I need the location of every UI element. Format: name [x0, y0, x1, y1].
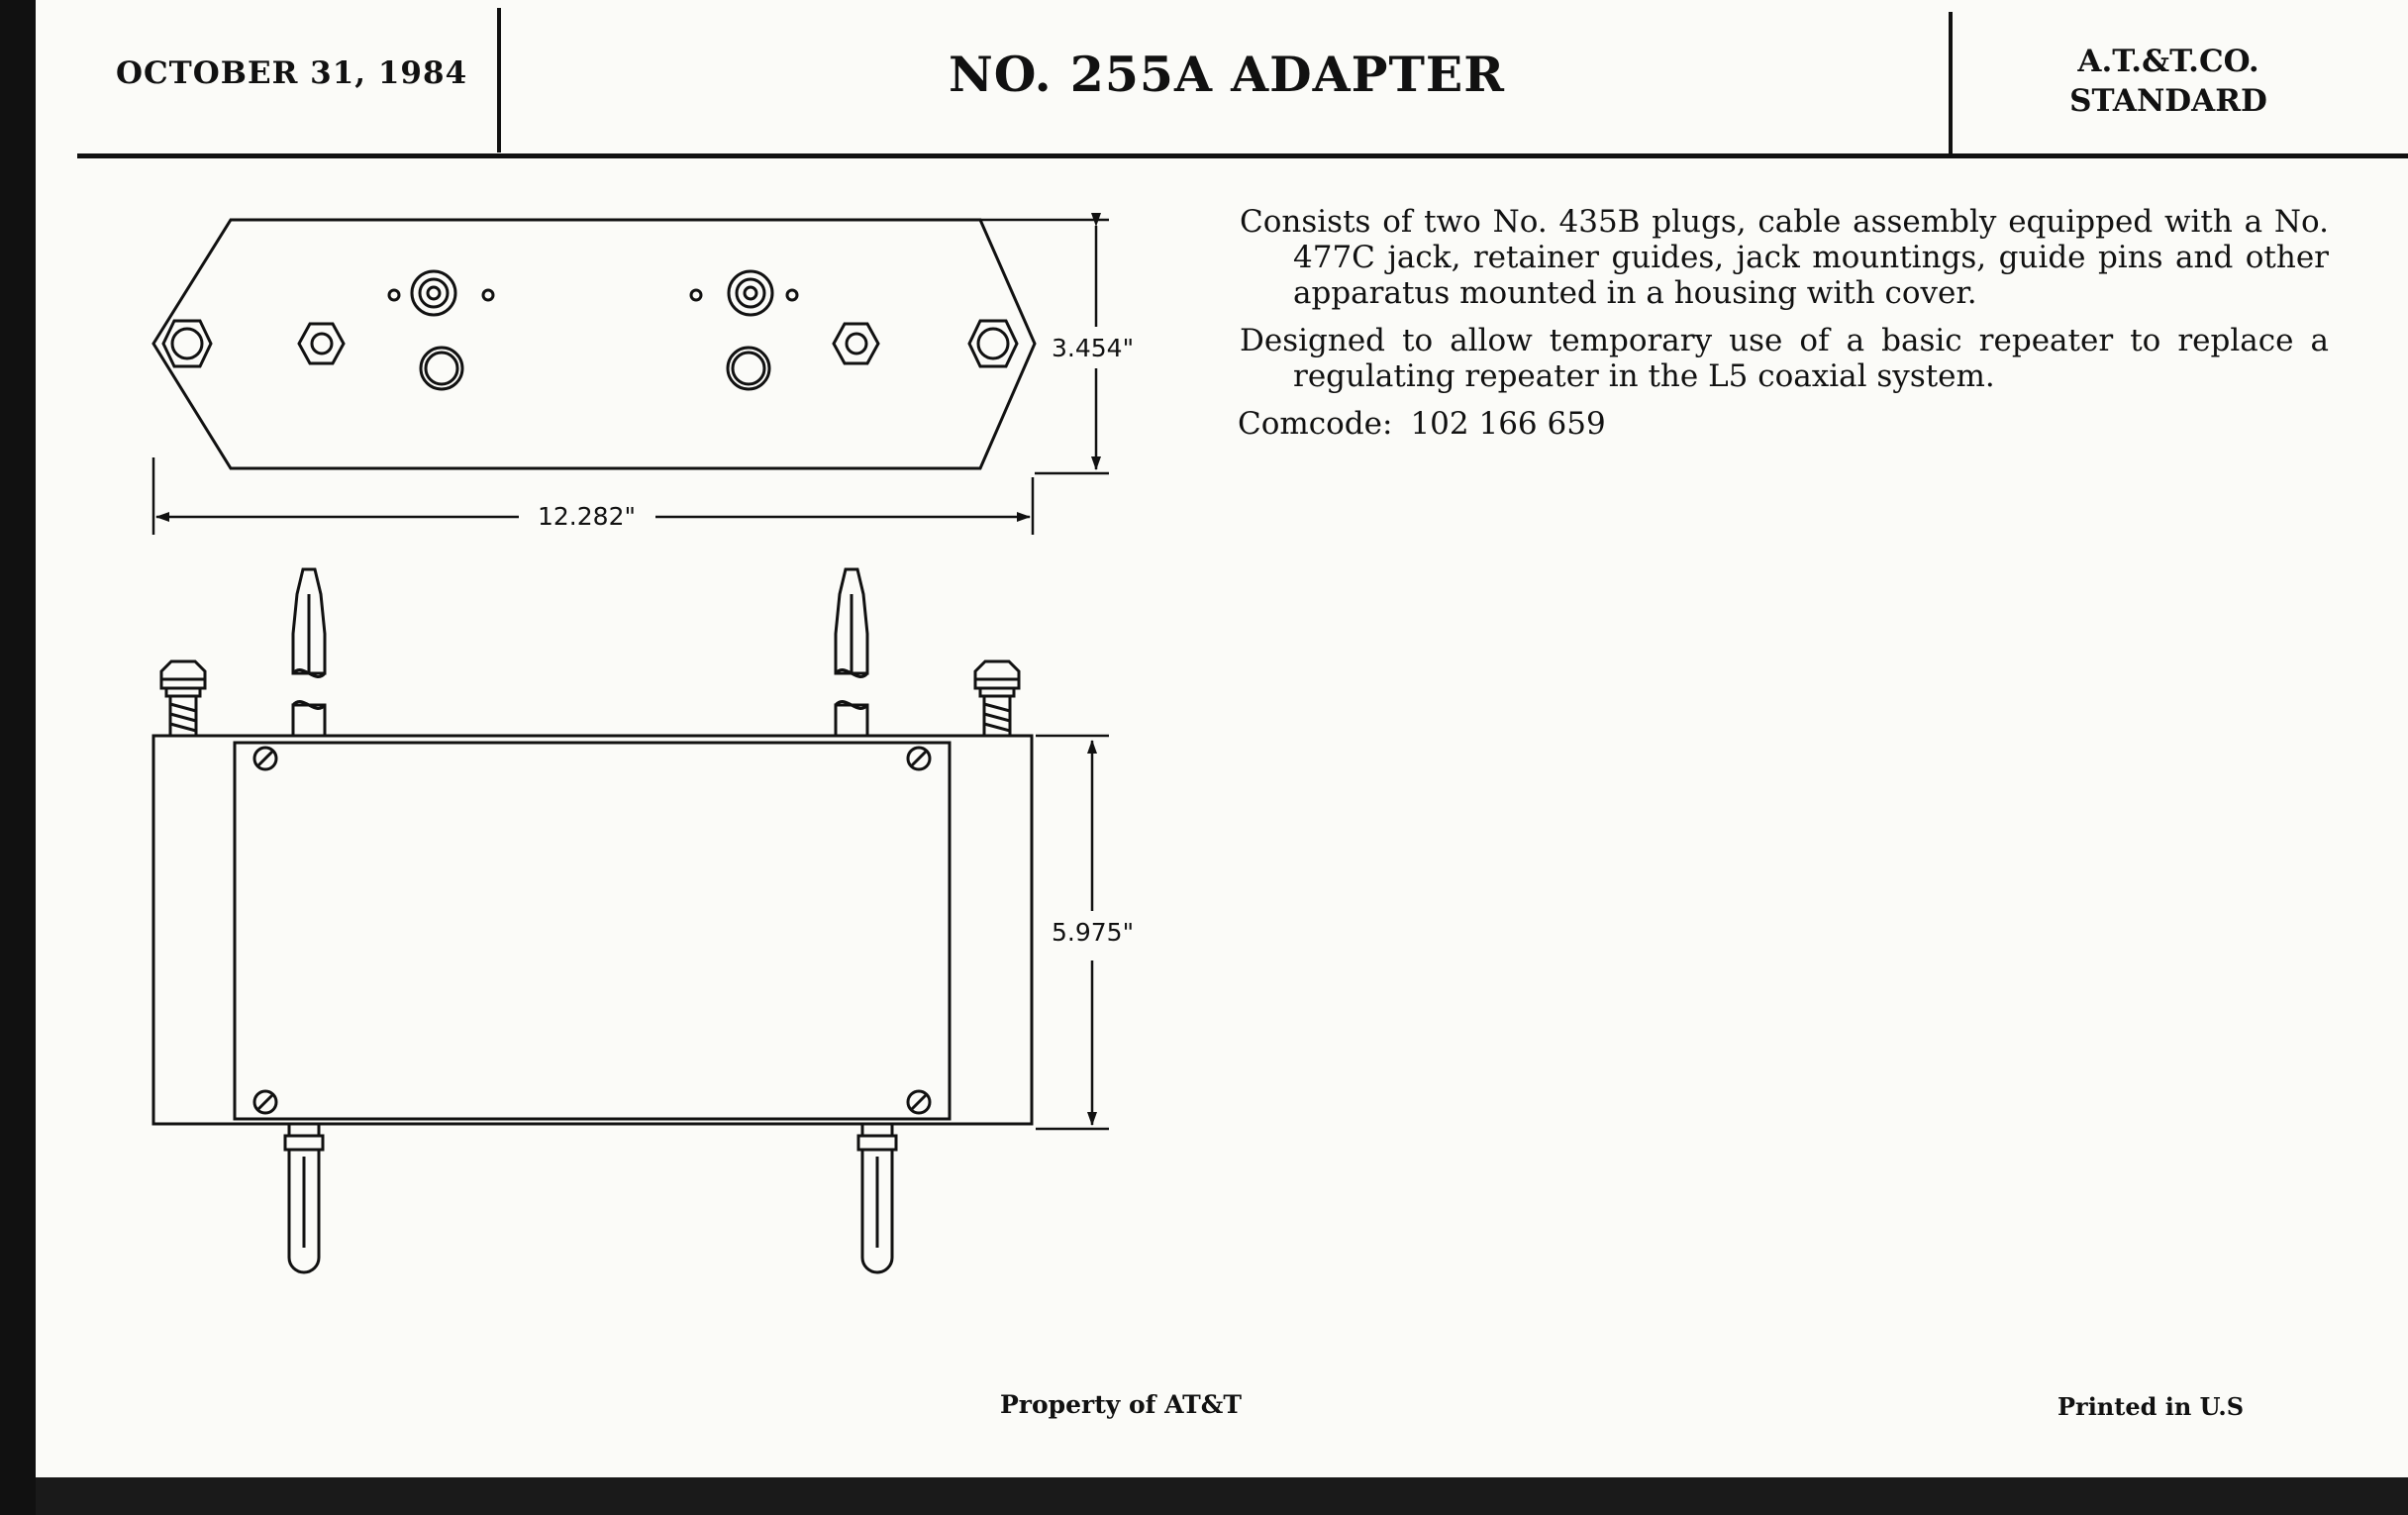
- top-dimensions: [153, 220, 1109, 535]
- front-view: [153, 569, 1032, 1272]
- right-guide-pin-icon: [836, 569, 867, 736]
- dim-width-top: 12.282": [538, 502, 636, 531]
- right-coax-connector-icon: [729, 271, 772, 315]
- left-plug-icon: [285, 1124, 323, 1272]
- comcode-label: Comcode:: [1238, 406, 1393, 442]
- standard-label-line2: STANDARD: [2069, 83, 2267, 119]
- document-date: OCTOBER 31, 1984: [116, 55, 468, 91]
- footer-printed: Printed in U.S: [2057, 1392, 2245, 1421]
- comcode: [1238, 406, 1606, 442]
- header-divider-right: [1949, 12, 1953, 154]
- cover-screw-icon: [254, 748, 276, 769]
- top-view-outline: [153, 220, 1035, 468]
- cover-screw-icon: [254, 1091, 276, 1113]
- cover-screw-icon: [908, 748, 930, 769]
- right-nut-icon: [834, 324, 878, 363]
- footer-property: Property of AT&T: [1000, 1390, 1242, 1419]
- cover-screw-icon: [908, 1091, 930, 1113]
- left-nut-icon: [299, 324, 344, 363]
- left-mounting-screw-icon: [161, 661, 205, 736]
- description-paragraph-2: Designed to allow temporary use of a basic repeater to replace a regulating repeater in the L5 coaxial system.: [1240, 323, 2329, 394]
- scan-edge: [0, 0, 36, 1515]
- standard-label: [1970, 42, 2366, 121]
- adapter-drawing: [0, 0, 1188, 1317]
- right-mounting-screw-icon: [975, 661, 1019, 736]
- top-view: [153, 220, 1035, 468]
- cover-plate: [235, 743, 950, 1119]
- left-guide-pin-icon: [293, 569, 325, 736]
- document-title: NO. 255A ADAPTER: [949, 46, 1505, 103]
- dim-height-bottom: 5.975": [1052, 918, 1135, 947]
- dim-height-top: 3.454": [1052, 334, 1135, 362]
- standard-label-line1: A.T.&T.CO.: [2077, 44, 2259, 79]
- housing-body: [153, 736, 1032, 1124]
- comcode-value: 102 166 659: [1410, 406, 1606, 442]
- right-plug-icon: [858, 1124, 896, 1272]
- left-coax-connector-icon: [412, 271, 455, 315]
- description-paragraph-1: Consists of two No. 435B plugs, cable assembly equipped with a No. 477C jack, retainer guides, jack mountings, guide pins and other apparatus mounted in a housing with cover.: [1240, 204, 2329, 311]
- description: [1240, 204, 2329, 406]
